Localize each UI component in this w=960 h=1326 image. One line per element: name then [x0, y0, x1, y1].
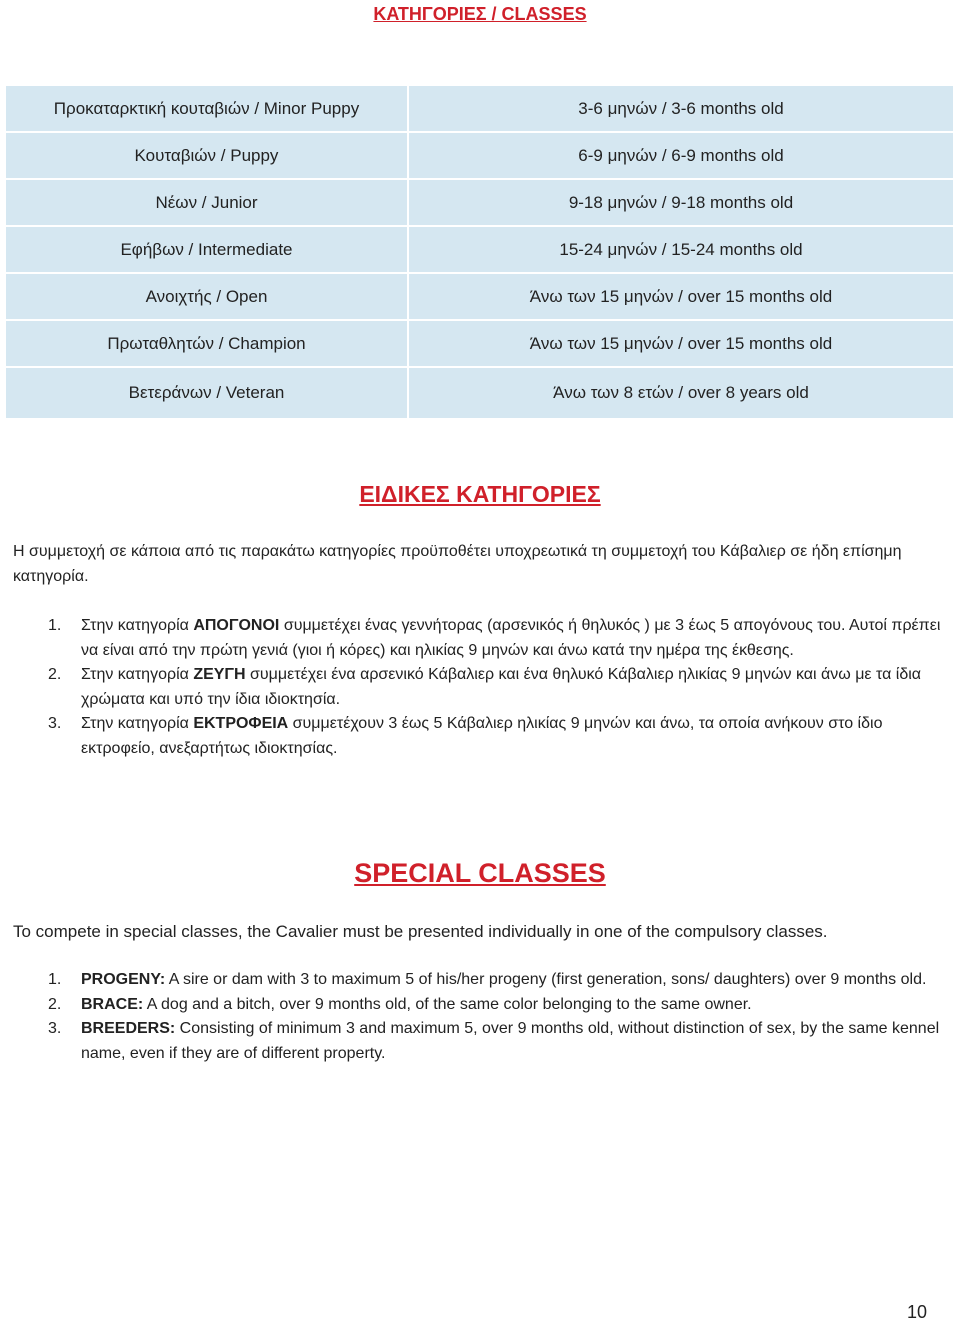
- list-item: [13, 712, 943, 761]
- list-item: [13, 663, 943, 712]
- class-name-cell: Βετεράνων / Veteran: [5, 367, 408, 419]
- greek-section-title: ΕΙΔΙΚΕΣ ΚΑΤΗΓΟΡΙΕΣ: [359, 481, 601, 507]
- table-row: [5, 85, 954, 132]
- item-text-after: A dog and a bitch, over 9 months old, of the same color belonging to the same owner.: [143, 995, 752, 1013]
- item-class-name: BRACE:: [81, 995, 144, 1013]
- english-special-classes-list: [13, 968, 943, 1066]
- classes-table: [4, 84, 955, 420]
- item-text-before: Στην κατηγορία: [81, 666, 194, 683]
- english-section-intro: To compete in special classes, the Cavalier must be presented individually in one of the compulsory classes.: [13, 922, 828, 941]
- class-age-cell: 3-6 μηνών / 3-6 months old: [408, 85, 954, 132]
- item-text-after: A sire or dam with 3 to maximum 5 of his/her progeny (first generation, sons/ daughters) over 9 months old.: [165, 971, 927, 988]
- list-item: [13, 993, 943, 1018]
- item-number: 2.: [48, 995, 62, 1013]
- item-text-after: συμμετέχουν 3 έως 5 Κάβαλιερ ηλικίας 9 μηνών και άνω, τα οποία ανήκουν στο ίδιο εκτροφείο, ανεξαρτήτως ιδιοκτησίας.: [81, 715, 883, 757]
- class-age-cell: Άνω των 15 μηνών / over 15 months old: [408, 273, 954, 320]
- item-class-name: ΑΠΟΓΟΝΟΙ: [193, 617, 280, 634]
- table-row: [5, 179, 954, 226]
- table-row: [5, 132, 954, 179]
- table-row: [5, 273, 954, 320]
- item-text-before: Στην κατηγορία: [81, 715, 194, 732]
- class-age-cell: 15-24 μηνών / 15-24 months old: [408, 226, 954, 273]
- item-text-after: συμμετέχει ένας γεννήτορας (αρσενικός ή θηλυκός ) με 3 έως 5 απογόνους του. Αυτοί πρέπει να είναι από την πρώτη γενιά (γιοι ή κόρες) και ηλικίας 9 μηνών και άνω κατά την ημέρα της έκθεσης.: [81, 617, 941, 659]
- greek-section-intro: Η συμμετοχή σε κάποια από τις παρακάτω κατηγορίες προϋποθέτει υποχρεωτικά τη συμμετοχή του Κάβαλιερ σε ήδη επίσημη κατηγορία.: [13, 543, 902, 585]
- table-row: [5, 226, 954, 273]
- item-class-name: ΕΚΤΡΟΦΕΙΑ: [193, 715, 289, 732]
- item-class-name: PROGENY:: [81, 971, 166, 988]
- page-number: 10: [906, 1302, 927, 1322]
- class-age-cell: Άνω των 8 ετών / over 8 years old: [408, 367, 954, 419]
- class-name-cell: Προκαταρκτική κουταβιών / Minor Puppy: [5, 85, 408, 132]
- list-item: [13, 614, 943, 663]
- class-name-cell: Ανοιχτής / Open: [5, 273, 408, 320]
- class-age-cell: 6-9 μηνών / 6-9 months old: [408, 132, 954, 179]
- class-name-cell: Πρωταθλητών / Champion: [5, 320, 408, 367]
- table-row: [5, 367, 954, 419]
- item-number: 3.: [48, 1020, 62, 1037]
- table-row: [5, 320, 954, 367]
- list-item: [13, 968, 943, 993]
- list-item: [13, 1017, 943, 1066]
- greek-special-classes-list: [13, 614, 943, 761]
- item-text-after: Consisting of minimum 3 and maximum 5, over 9 months old, without distinction of sex, by the same kennel name, even if they are of different property.: [81, 1020, 940, 1062]
- class-name-cell: Κουταβιών / Puppy: [5, 132, 408, 179]
- item-class-name: ΖΕΥΓΗ: [193, 666, 246, 683]
- class-age-cell: 9-18 μηνών / 9-18 months old: [408, 179, 954, 226]
- item-number: 2.: [48, 666, 62, 683]
- english-section-title: SPECIAL CLASSES: [354, 858, 606, 888]
- item-class-name: BREEDERS:: [81, 1020, 176, 1037]
- item-text-before: Στην κατηγορία: [81, 617, 194, 634]
- item-text-after: συμμετέχει ένα αρσενικό Κάβαλιερ και ένα θηλυκό Κάβαλιερ ηλικίας 9 μηνών και άνω με τα ίδια χρώματα και υπό την ίδια ιδιοκτησία.: [81, 666, 922, 708]
- page-title: ΚΑΤΗΓΟΡΙΕΣ / CLASSES: [373, 4, 587, 24]
- item-number: 1.: [48, 617, 62, 634]
- item-number: 3.: [48, 715, 62, 732]
- class-name-cell: Εφήβων / Intermediate: [5, 226, 408, 273]
- item-number: 1.: [48, 971, 62, 988]
- class-name-cell: Νέων / Junior: [5, 179, 408, 226]
- class-age-cell: Άνω των 15 μηνών / over 15 months old: [408, 320, 954, 367]
